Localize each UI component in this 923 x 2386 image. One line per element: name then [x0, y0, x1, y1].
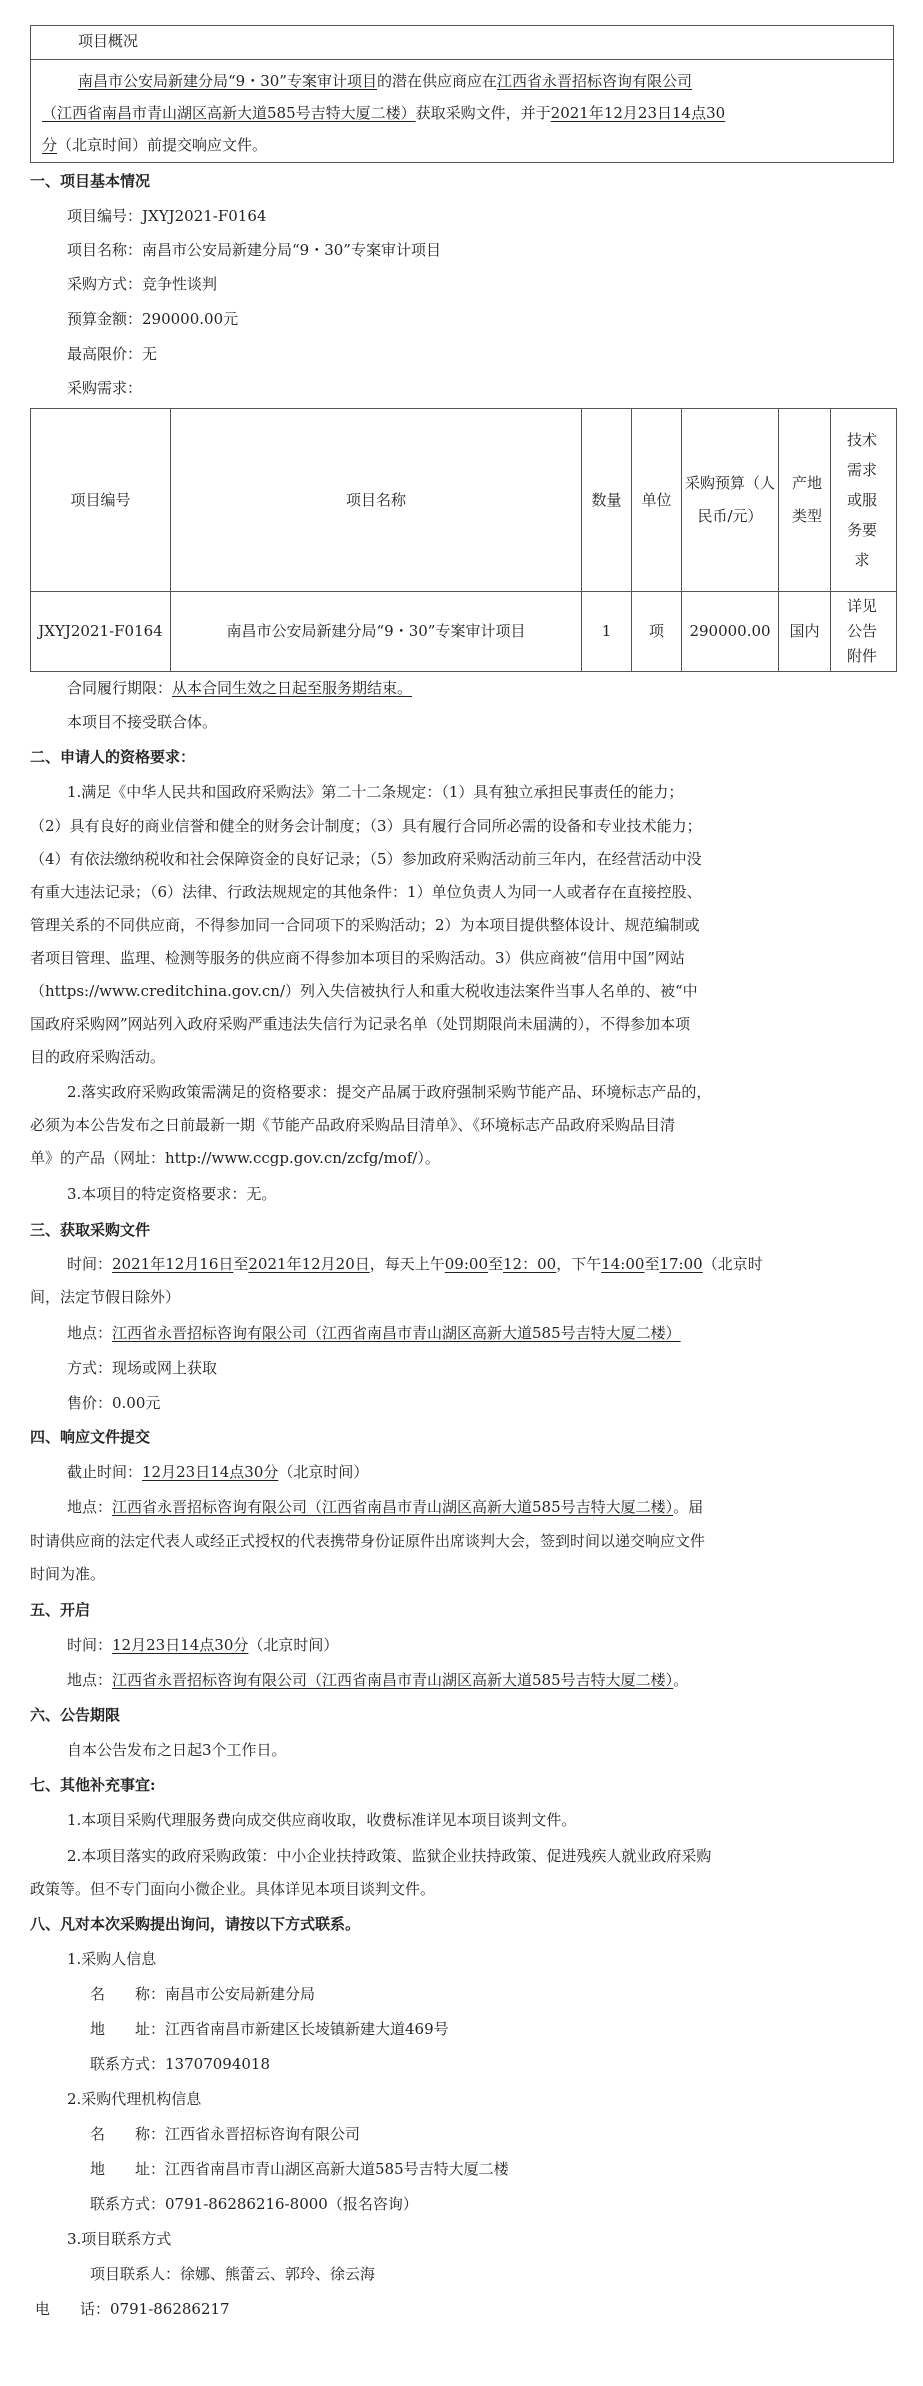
project-contact-people: 项目联系人：徐娜、熊蕾云、郭玲、徐云海 — [90, 2265, 376, 2283]
overview-line-3: 分（北京时间）前提交响应文件。 — [42, 136, 268, 154]
qualification-p1-l6: 者项目管理、监理、检测等服务的供应商不得参加本项目的采购活动。3）供应商被“信用中国”网站 — [30, 949, 685, 967]
acquire-time-l1: 时间：2021年12月16日至2021年12月20日，每天上午09:00至12：00，下午14:00至17:00（北京时 — [67, 1255, 763, 1273]
table-cell-quantity: 1 — [601, 622, 612, 640]
acquire-time-l2: 间，法定节假日除外） — [30, 1288, 181, 1306]
max-price: 最高限价：无 — [67, 345, 158, 363]
section-7-heading: 七、其他补充事宜: — [30, 1776, 156, 1794]
submit-deadline: 截止时间：12月23日14点30分（北京时间） — [67, 1463, 369, 1481]
purchaser-contact: 联系方式：13707094018 — [90, 2055, 270, 2073]
qualification-p1-l4: 有重大违法记录；（6）法律、行政法规规定的其他条件：1）单位负责人为同一人或者存在直接控股、 — [30, 883, 702, 901]
table-cell-requirement: 详见公告附件 — [847, 596, 878, 665]
agency-name: 名 称：江西省永晋招标咨询有限公司 — [90, 2125, 361, 2143]
overview-deadline: 2021年12月23日14点30 — [550, 104, 726, 122]
acquire-method: 方式：现场或网上获取 — [67, 1359, 218, 1377]
qualification-p1-l7: （https://www.creditchina.gov.cn/）列入失信被执行人和重大税收违法案件当事人名单的、被“中 — [30, 982, 698, 1000]
overview-project-name: 南昌市公安局新建分局“9・30”专案审计项目 — [78, 72, 377, 90]
section-6-heading: 六、公告期限 — [30, 1706, 121, 1724]
section-2-heading: 二、申请人的资格要求： — [30, 748, 196, 766]
qualification-p1-l1: 1.满足《中华人民共和国政府采购法》第二十二条规定：（1）具有独立承担民事责任的能力； — [67, 783, 684, 801]
qualification-p2-l2: 必须为本公告发布之日前最新一期《节能产品政府采购品目清单》、《环境标志产品政府采购品目清 — [30, 1116, 676, 1134]
purchaser-address: 地 址：江西省南昌市新建区长堎镇新建大道469号 — [90, 2020, 449, 2038]
submit-note-l3: 时间为准。 — [30, 1565, 106, 1583]
qualification-p1-l2: （2）具有良好的商业信誉和健全的财务会计制度；（3）具有履行合同所必需的设备和专业技术能力； — [30, 817, 702, 835]
table-header-project-name: 项目名称 — [345, 491, 406, 509]
qualification-p1-l5: 管理关系的不同供应商，不得参加同一合同项下的采购活动；2）为本项目提供整体设计、规范编制或 — [30, 916, 700, 934]
section-3-heading: 三、获取采购文件 — [30, 1221, 151, 1239]
table-header-unit: 单位 — [641, 491, 672, 509]
table-cell-project-name: 南昌市公安局新建分局“9・30”专案审计项目 — [226, 622, 526, 640]
acquire-place: 地点：江西省永晋招标咨询有限公司（江西省南昌市青山湖区高新大道585号吉特大厦二楼） — [67, 1324, 681, 1342]
submit-place: 地点：江西省永晋招标咨询有限公司（江西省南昌市青山湖区高新大道585号吉特大厦二楼）。届 — [67, 1498, 704, 1516]
agency-title: 2.采购代理机构信息 — [67, 2090, 202, 2108]
table-cell-budget: 290000.00 — [689, 622, 771, 640]
section-4-heading: 四、响应文件提交 — [30, 1428, 151, 1446]
opening-time: 时间：12月23日14点30分（北京时间） — [67, 1636, 339, 1654]
supplement-p2-l1: 2.本项目落实的政府采购政策：中小企业扶持政策、监狱企业扶持政策、促进残疾人就业政府采购 — [67, 1847, 712, 1865]
acquire-price: 售价：0.00元 — [67, 1394, 161, 1412]
table-header-budget: 采购预算（人民币/元） — [684, 474, 775, 525]
section-5-heading: 五、开启 — [30, 1601, 91, 1619]
project-contact-title: 3.项目联系方式 — [67, 2230, 172, 2248]
table-cell-unit: 项 — [648, 622, 664, 640]
procurement-method: 采购方式：竞争性谈判 — [67, 275, 218, 293]
budget-amount: 预算金额：290000.00元 — [67, 310, 239, 328]
contract-period: 合同履行期限：从本合同生效之日起至服务期结束。 — [67, 679, 413, 697]
agency-contact: 联系方式：0791-86286216-8000（报名咨询） — [90, 2195, 418, 2213]
contract-period-value: 从本合同生效之日起至服务期结束。 — [172, 679, 413, 697]
overview-title-box — [30, 25, 894, 60]
supplement-p1: 1.本项目采购代理服务费向成交供应商收取，收费标准详见本项目谈判文件。 — [67, 1811, 577, 1829]
overview-line-2: （江西省南昌市青山湖区高新大道585号吉特大厦二楼）获取采购文件，并于2021年12月23日14点30 — [42, 104, 726, 122]
table-header-project-no: 项目编号 — [70, 491, 131, 509]
table-header-origin: 产地类型 — [792, 474, 823, 525]
purchaser-name: 名 称：南昌市公安局新建分局 — [90, 1985, 316, 2003]
overview-title: 项目概况 — [78, 32, 139, 50]
qualification-p1-l3: （4）有依法缴纳税收和社会保障资金的良好记录；（5）参加政府采购活动前三年内，在经营活动中没 — [30, 850, 702, 868]
table-cell-origin: 国内 — [789, 622, 820, 640]
purchaser-title: 1.采购人信息 — [67, 1950, 157, 1968]
agency-address: 地 址：江西省南昌市青山湖区高新大道585号吉特大厦二楼 — [90, 2160, 509, 2178]
overview-agency: 江西省永晋招标咨询有限公司 — [497, 72, 693, 90]
notice-period: 自本公告发布之日起3个工作日。 — [67, 1741, 287, 1759]
qualification-p3: 3.本项目的特定资格要求：无。 — [67, 1185, 277, 1203]
needs-label: 采购需求： — [67, 379, 143, 397]
overview-line-1: 南昌市公安局新建分局“9・30”专案审计项目的潜在供应商应在江西省永晋招标咨询有限公司 — [78, 72, 693, 90]
qualification-p2-l3: 单》的产品（网址：http://www.ccgp.gov.cn/zcfg/mof/）。 — [30, 1149, 440, 1167]
section-8-heading: 八、凡对本次采购提出询问，请按以下方式联系。 — [30, 1915, 361, 1933]
supplement-p2-l2: 政策等。但不专门面向小微企业。具体详见本项目谈判文件。 — [30, 1880, 436, 1898]
qualification-p2-l1: 2.落实政府采购政策需满足的资格要求：提交产品属于政府强制采购节能产品、环境标志产品的， — [67, 1083, 712, 1101]
consortium-note: 本项目不接受联合体。 — [67, 713, 218, 731]
qualification-p1-l8: 国政府采购网”网站列入政府采购严重违法失信行为记录名单（处罚期限尚未届满的），不得参加本项 — [30, 1015, 691, 1033]
table-header-requirement: 技术需求或服务要求 — [847, 431, 878, 569]
opening-place: 地点：江西省永晋招标咨询有限公司（江西省南昌市青山湖区高新大道585号吉特大厦二楼）。 — [67, 1671, 689, 1689]
project-number: 项目编号：JXYJ2021-F0164 — [67, 207, 267, 225]
qualification-p1-l9: 目的政府采购活动。 — [30, 1048, 166, 1066]
table-cell-project-no: JXYJ2021-F0164 — [38, 622, 163, 640]
table-header-quantity: 数量 — [591, 491, 622, 509]
section-1-heading: 一、项目基本情况 — [30, 172, 151, 190]
project-contact-tel: 电 话：0791-86286217 — [35, 2300, 230, 2318]
project-name: 项目名称：南昌市公安局新建分局“9・30”专案审计项目 — [67, 241, 441, 259]
overview-address: （江西省南昌市青山湖区高新大道585号吉特大厦二楼） — [42, 104, 416, 122]
submit-note-l2: 时请供应商的法定代表人或经正式授权的代表携带身份证原件出席谈判大会，签到时间以递交响应文件 — [30, 1532, 706, 1550]
